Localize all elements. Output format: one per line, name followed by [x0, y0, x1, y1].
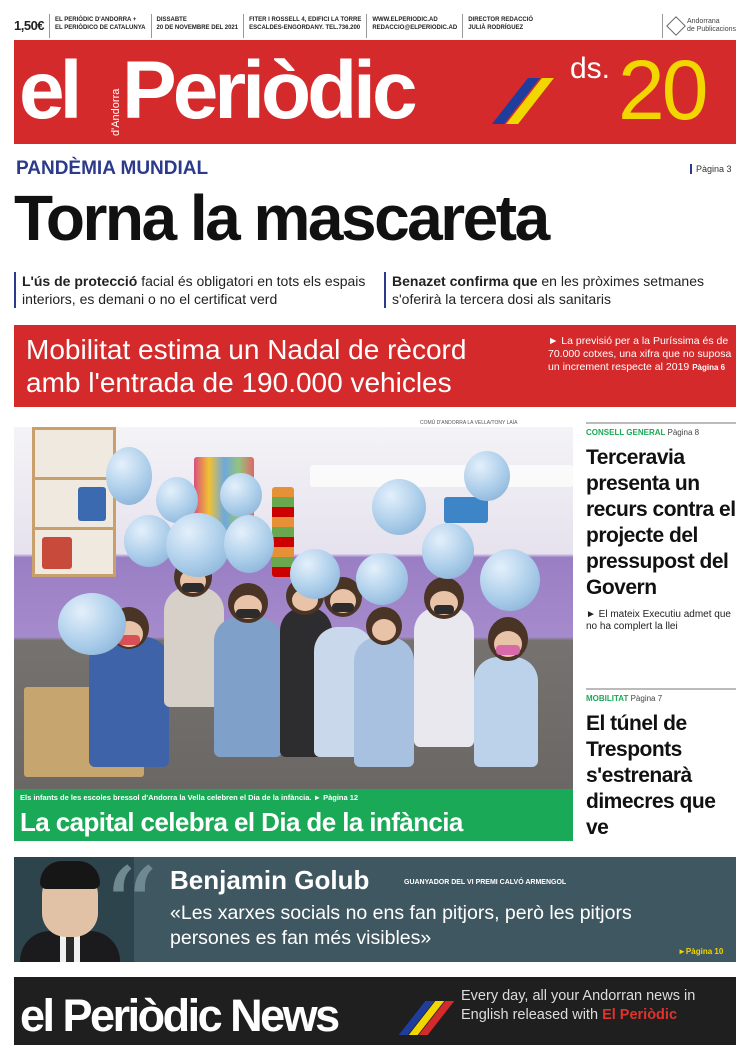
mobility-headline-line: amb l'entrada de 190.000 vehicles — [26, 367, 452, 398]
toy-bin — [78, 487, 106, 521]
balloon — [422, 523, 474, 579]
child-mask — [182, 583, 204, 592]
info-director — [462, 14, 538, 38]
publisher-block — [662, 14, 736, 38]
publisher-line: Andorrana — [686, 18, 720, 25]
info-line: JULIÀ RODRÍGUEZ — [468, 25, 524, 31]
quote-page-ref[interactable]: ►Pàgina 10 — [678, 947, 724, 956]
masthead[interactable] — [14, 40, 736, 144]
shelf — [32, 477, 116, 480]
interviewee-role: GUANYADOR DEL VI PREMI CALVÓ ARMENGOL — [404, 879, 567, 886]
lead-sub-left-bold: L'ús de protecció — [22, 273, 138, 289]
lead-section-tag: PANDÈMIA MUNDIAL — [16, 158, 209, 179]
info-line: FITER I ROSSELL 4, EDIFICI LA TORRE — [249, 17, 362, 23]
child-face — [372, 619, 396, 641]
lead-sub-left-text: facial és obligatori en tots els espais interiors, es demani o no el certificat verd — [22, 273, 366, 307]
balloon — [356, 553, 408, 605]
quote-mark-icon: “ — [102, 857, 159, 962]
issue-day: ds. — [570, 52, 611, 85]
blue-bin — [444, 497, 488, 523]
story-consell-general[interactable] — [586, 422, 736, 633]
table — [310, 465, 573, 487]
child-mask — [434, 605, 454, 614]
interviewee-name: Benjamin Golub — [170, 865, 370, 895]
story2-kicker — [586, 688, 736, 703]
child — [474, 657, 538, 767]
interview-band[interactable] — [14, 857, 736, 962]
caption-headline: La capital celebra el Dia de la infància — [20, 807, 463, 837]
balloon — [224, 515, 274, 573]
kids-photo[interactable] — [14, 427, 573, 789]
story1-page-ref[interactable]: Pàgina 8 — [667, 428, 700, 437]
balloon — [372, 479, 426, 535]
andorra-flag-icon — [504, 78, 554, 124]
toy-bin — [42, 537, 72, 569]
news-promo[interactable] — [14, 977, 736, 1045]
info-web[interactable] — [366, 14, 462, 38]
shelf — [32, 527, 116, 530]
website-link[interactable]: WWW.ELPERIODIC.AD — [372, 17, 438, 23]
publisher-line: de Publicacions — [686, 26, 736, 33]
child — [89, 637, 169, 767]
child-mask — [236, 609, 260, 618]
toy-tower — [272, 487, 294, 577]
issue-date-number: 20 — [618, 43, 706, 137]
balloon — [166, 513, 230, 577]
info-line: EL PERIÒDICO DE CATALUNYA — [55, 25, 146, 31]
story1-kicker — [586, 422, 736, 437]
story1-headline[interactable]: Terceravia presenta un recurs contra el projecte del pressupost del Govern — [586, 446, 736, 599]
price: 1,50€ — [14, 18, 45, 33]
photo-caption[interactable] — [14, 789, 573, 841]
info-date — [151, 14, 244, 38]
story1-note: ► El mateix Executiu admet que no ha complert la llei — [586, 609, 731, 632]
lead-headline[interactable]: Torna la mascareta — [14, 182, 548, 254]
balloon — [58, 593, 126, 655]
story-mobilitat[interactable] — [586, 688, 736, 841]
info-address — [243, 14, 366, 38]
child — [354, 637, 414, 767]
lead-page-ref[interactable]: Pàgina 3 — [690, 164, 732, 174]
publisher-logo-icon — [666, 16, 686, 36]
child — [414, 607, 474, 747]
child-mask — [332, 603, 354, 612]
child — [214, 617, 282, 757]
mobility-headline-line: Mobilitat estima un Nadal de rècord — [26, 334, 467, 365]
balloon — [220, 473, 262, 517]
story1-section: CONSELL GENERAL — [586, 428, 666, 437]
mobility-headline — [26, 333, 534, 399]
news-flag-icon — [406, 1001, 446, 1035]
balloon — [106, 447, 152, 505]
caption-text: Els infants de les escoles bressol d'Andorra la Vella celebren el Dia de la infància. ► Pàgina 12 — [20, 793, 359, 802]
balloon — [480, 549, 540, 611]
mobility-page-ref[interactable]: Pàgina 6 — [692, 363, 726, 372]
email-link[interactable]: REDACCIO@ELPERIODIC.AD — [372, 25, 458, 31]
mobility-banner[interactable] — [14, 325, 736, 407]
portrait-hair — [40, 861, 100, 889]
brand-el: el — [19, 45, 78, 136]
quote-text: «Les xarxes socials no ens fan pitjors, però les pitjors persones es fan més visibles» — [170, 902, 632, 949]
story2-section: MOBILITAT — [586, 694, 629, 703]
story2-page-ref[interactable]: Pàgina 7 — [630, 694, 663, 703]
news-logo: el Periòdic News — [20, 990, 338, 1041]
info-publications — [49, 14, 150, 38]
news-text-brand: El Periòdic — [602, 1007, 678, 1023]
lead-sub-right — [384, 272, 736, 308]
news-text — [461, 987, 731, 1025]
info-line: ESCALDES-ENGORDANY. TEL.736.200 — [249, 25, 361, 31]
lead-sub-left — [14, 272, 376, 308]
brand-periodic: Periòdic — [122, 45, 414, 136]
balloon — [290, 549, 340, 599]
lead-sub-right-text: en les pròximes setmanes s'oferirà la tercera dosi als sanitaris — [392, 273, 705, 307]
story2-headline[interactable]: El túnel de Tresponts s'estrenarà dimecres que ve — [586, 712, 716, 839]
info-line: DIRECTOR REDACCIÓ — [468, 17, 534, 23]
news-text-body: Every day, all your Andorran news in English released with — [461, 988, 696, 1023]
lead-sub-right-bold: Benazet confirma que — [392, 273, 538, 289]
mobility-side-text: ► La previsió per a la Puríssima és de 70.000 cotxes, una xifra que no suposa un increment respecte al 2019 — [548, 335, 732, 373]
portrait-tie — [66, 935, 74, 962]
child-mask — [496, 645, 520, 655]
info-line: EL PERIÒDIC D'ANDORRA + — [55, 17, 137, 23]
info-line: DISSABTE — [156, 17, 187, 23]
photo-credit: COMÚ D'ANDORRA LA VELLA/TONY LAÍA — [420, 420, 518, 426]
brand-andorra: d'Andorra — [110, 88, 122, 136]
mobility-side-note — [548, 335, 732, 374]
info-line: 20 DE NOVEMBRE DEL 2021 — [156, 25, 239, 31]
balloon — [464, 451, 510, 501]
info-bar — [14, 14, 736, 38]
